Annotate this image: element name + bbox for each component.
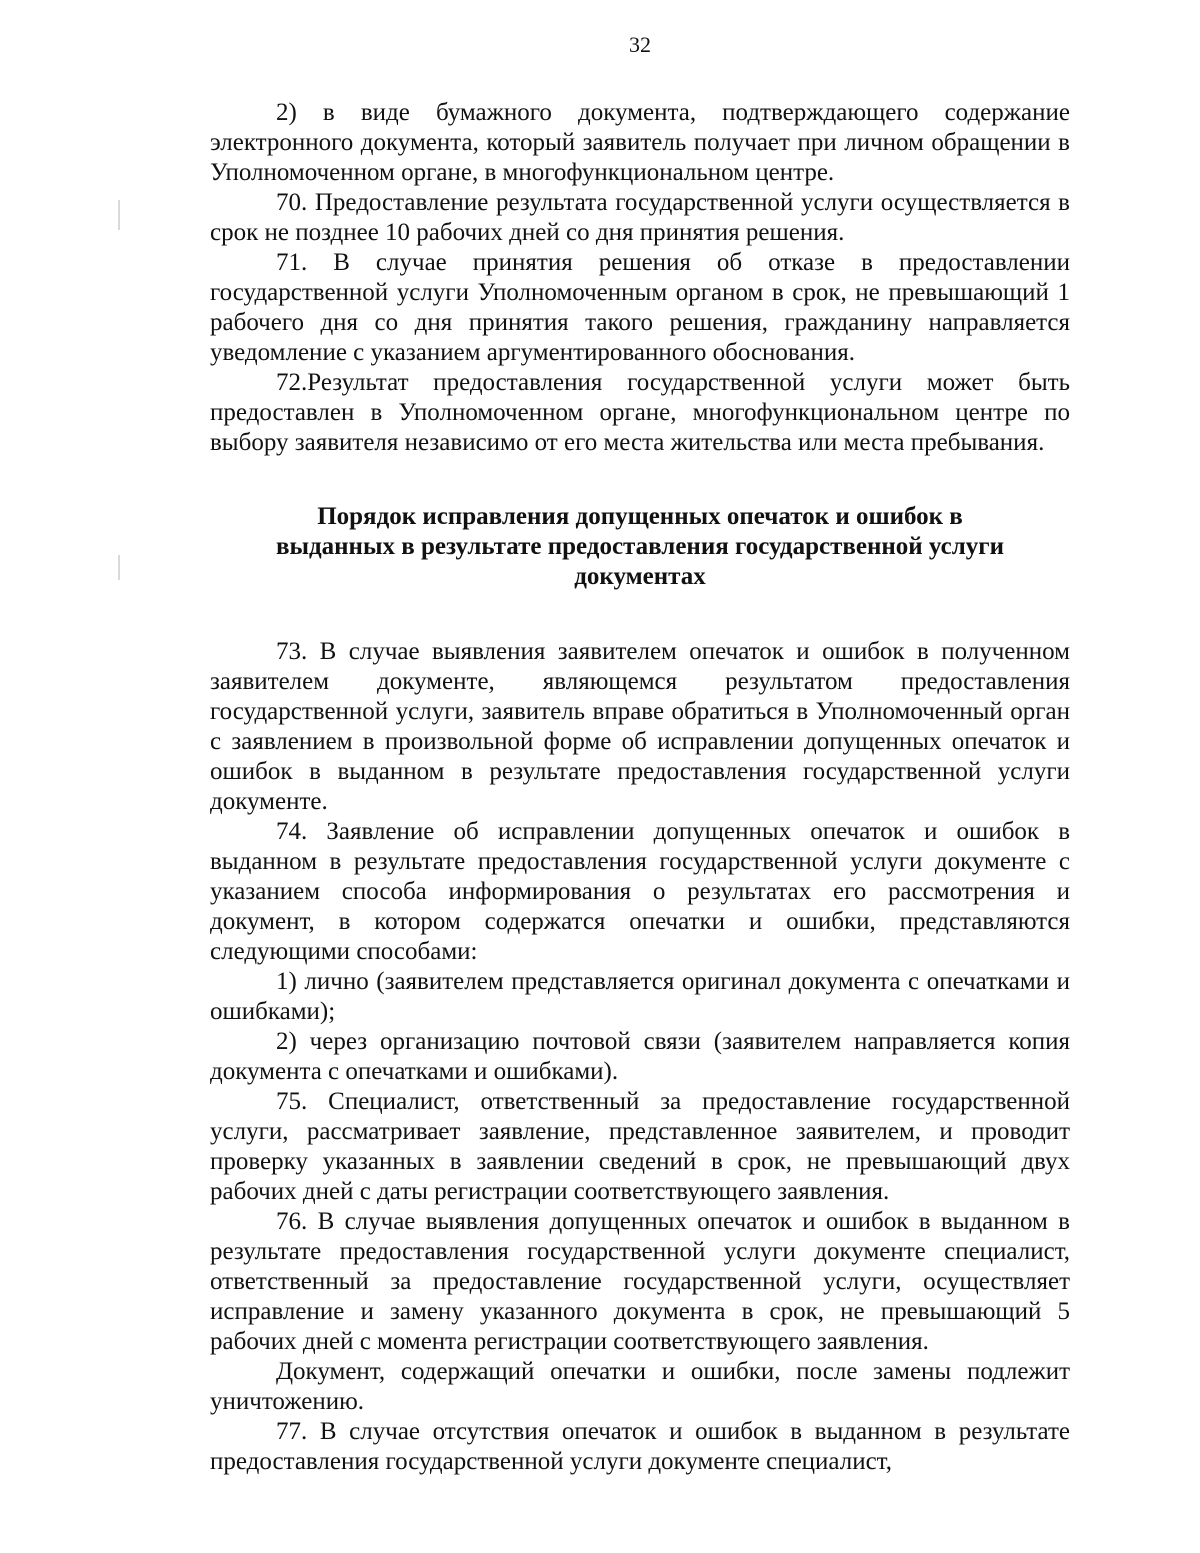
paragraph: 75. Специалист, ответственный за предоставление государственной услуги, рассматривает заявление, представленное заявителем, и проводит проверку указанных в заявлении сведений в срок, не превышающий двух рабочих дней с даты регистрации соответствующего заявления. <box>210 1088 1070 1205</box>
paragraph: 74. Заявление об исправлении допущенных опечаток и ошибок в выданном в результате предоставления государственной услуги документе с указанием способа информирования о результатах его рассмотрения и документ, в котором содержатся опечатки и ошибки, представляются следующими способами: <box>210 818 1070 965</box>
paragraph: 77. В случае отсутствия опечаток и ошибок в выданном в результате предоставления государственной услуги документе специалист, <box>210 1418 1070 1475</box>
section-heading <box>210 502 1070 592</box>
paragraph: 73. В случае выявления заявителем опечаток и ошибок в полученном заявителем документе, являющемся результатом предоставления государственной услуги, заявитель вправе обратиться в Уполномоченный орган с заявлением в произвольной форме об исправлении допущенных опечаток и ошибок в выданном в результате предоставления государственной услуги документе. <box>210 638 1070 815</box>
heading-line: Порядок исправления допущенных опечаток и ошибок в <box>317 503 963 530</box>
paragraph: 71. В случае принятия решения об отказе в предоставлении государственной услуги Уполномоченным органом в срок, не превышающий 1 рабочего дня со дня принятия такого решения, гражданину направляется уведомление с указанием аргументированного обоснования. <box>210 249 1070 366</box>
heading-line: документах <box>574 563 706 590</box>
paragraph: 2) в виде бумажного документа, подтверждающего содержание электронного документа, который заявитель получает при личном обращении в Уполномоченном органе, в многофункциональном центре. <box>210 99 1070 186</box>
page-number: 32 <box>629 32 651 57</box>
list-item: 2) через организацию почтовой связи (заявителем направляется копия документа с опечатками и ошибками). <box>210 1028 1070 1085</box>
scan-margin-mark <box>118 200 120 230</box>
paragraph: 72.Результат предоставления государственной услуги может быть предоставлен в Уполномоченном органе, многофункциональном центре по выбору заявителя независимо от его места жительства или места пребывания. <box>210 369 1070 456</box>
document-body <box>210 98 1070 1477</box>
paragraph: 70. Предоставление результата государственной услуги осуществляется в срок не позднее 10 рабочих дней со дня принятия решения. <box>210 189 1070 246</box>
heading-line: выданных в результате предоставления государственной услуги <box>275 533 1005 560</box>
paragraph: Документ, содержащий опечатки и ошибки, после замены подлежит уничтожению. <box>210 1358 1070 1415</box>
paragraph: 76. В случае выявления допущенных опечаток и ошибок в выданном в результате предоставления государственной услуги документе специалист, ответственный за предоставление государственной услуги, осуществляет исправление и замену указанного документа в срок, не превышающий 5 рабочих дней с момента регистрации соответствующего заявления. <box>210 1208 1070 1355</box>
list-item: 1) лично (заявителем представляется оригинал документа с опечатками и ошибками); <box>210 968 1070 1025</box>
scan-margin-mark <box>118 555 120 580</box>
